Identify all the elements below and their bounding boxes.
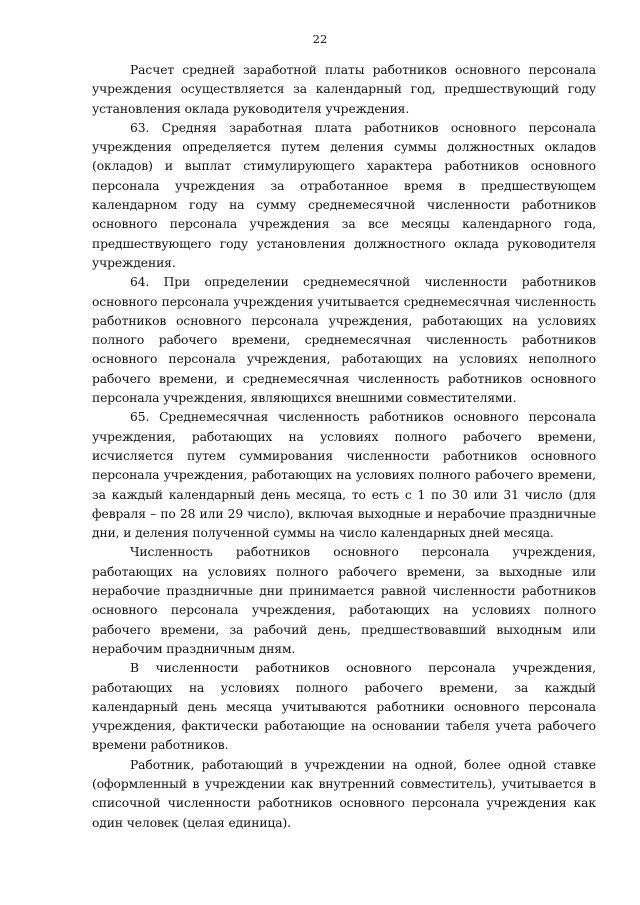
paragraph-65: 65. Среднемесячная численность работников основного персонала учреждения, работающих на условиях полного рабочего времени, исчисляется путем суммирования численности работников основного персонала учреждения, работающих на условиях полного рабочего времени, за каждый календарный день месяца, то есть с 1 по 30 или 31 число (для февраля – по 28 или 29 число), включая выходные и нерабочие праздничные дни, и деления полученной суммы на число календарных дней месяца. bbox=[92, 410, 596, 541]
paragraph-63: 63. Средняя заработная плата работников основного персонала учреждения определяется путем деления суммы должностных окладов (окладов) и выплат стимулирующего характера работников основного персонала учреждения за отработанное время в предшествующем календарном году на сумму среднемесячной численности работников основного персонала учреждения за все месяцы календарного года, предшествующего году установления должностного оклада руководителя учреждения. bbox=[92, 120, 596, 270]
paragraph-64: 64. При определении среднемесячной численности работников основного персонала учреждения учитывается среднемесячная численность работников основного персонала учреждения, работающих на условиях полного рабочего времени, среднемесячная численность работников основного персонала учреждения, работающих на условиях неполного рабочего времени, и среднемесячная численность работников основного персонала учреждения, являющихся внешними совместителями. bbox=[92, 275, 596, 406]
paragraph-average-salary-calculation: Расчет средней заработной платы работников основного персонала учреждения осуществляется за календарный год, предшествующий году установления оклада руководителя учреждения. bbox=[92, 63, 596, 116]
page-number: 22 bbox=[312, 32, 328, 46]
document-body bbox=[92, 61, 596, 833]
paragraph-one-person-rule: Работник, работающий в учреждении на одной, более одной ставке (оформленный в учреждении как внутренний совместитель), учитывается в списочной численности работников основного персонала учреждения как один человек (целая единица). bbox=[92, 757, 596, 830]
paragraph-daily-headcount: В численности работников основного персонала учреждения, работающих на условиях полного рабочего времени, за каждый календарный день месяца учитываются работники основного персонала учреждения, фактически работающие на основании табеля учета рабочего времени работников. bbox=[92, 661, 596, 753]
paragraph-weekend-headcount: Численность работников основного персонала учреждения, работающих на условиях полного рабочего времени, за выходные или нерабочие праздничные дни принимается равной численности работников основного персонала учреждения, работающих на условиях полного рабочего времени, за рабочий день, предшествовавший выходным или нерабочим праздничным дням. bbox=[92, 545, 596, 656]
